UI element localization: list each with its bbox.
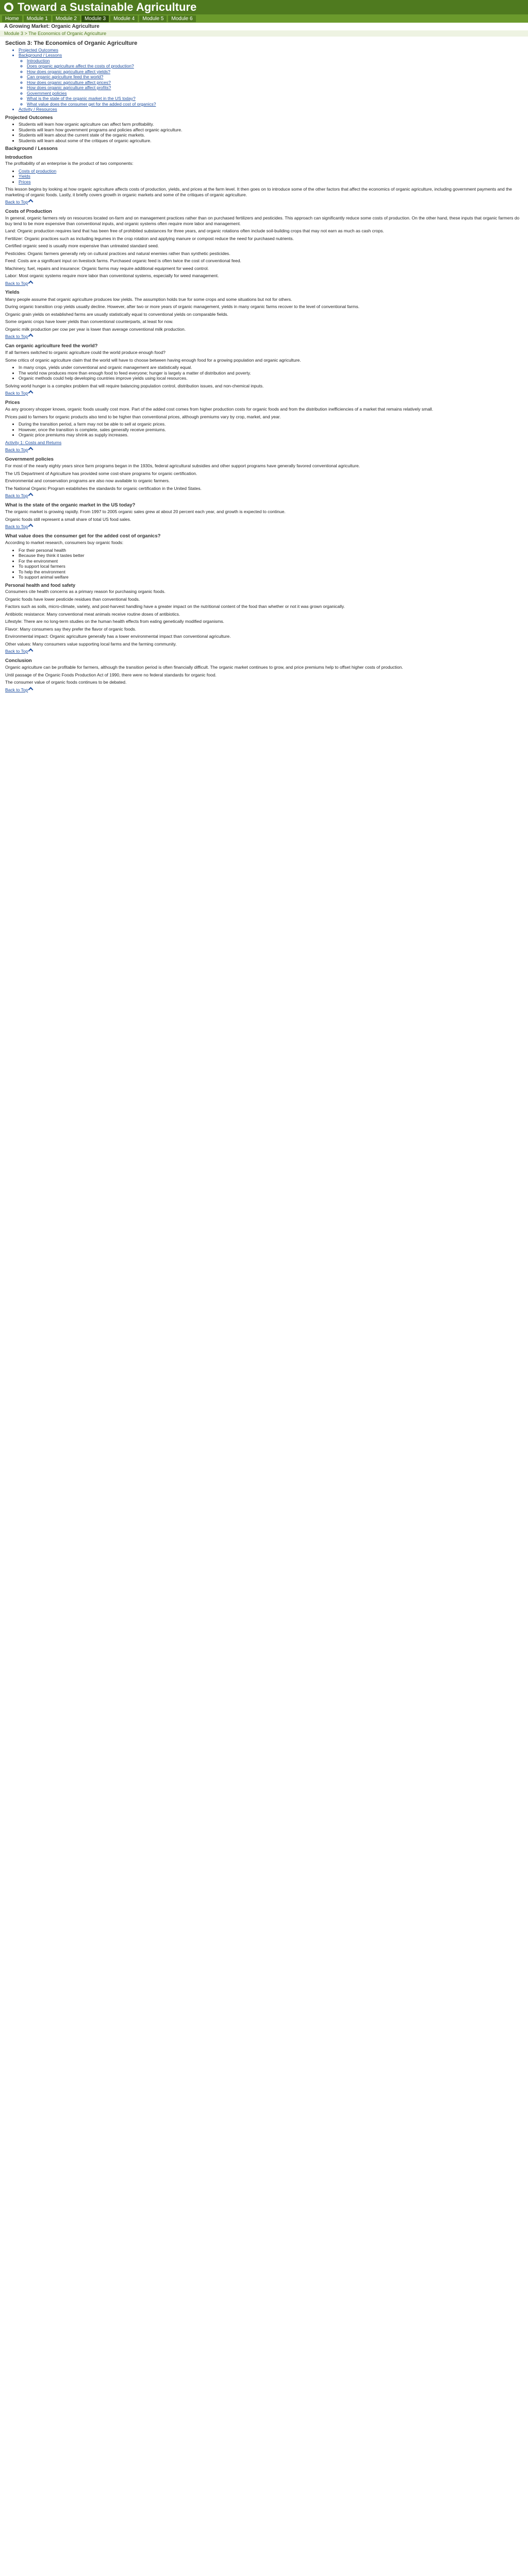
- costs-heading: Costs of Production: [5, 208, 52, 214]
- arrow-up-icon: [28, 391, 34, 396]
- paragraph: Machinery, fuel, repairs and insurance: Organic farms may require additional equipment for weed control.: [5, 265, 209, 271]
- policies-heading: Government policies: [5, 456, 54, 462]
- paragraph: Land: Organic production requires land that has been free of prohibited substances for three years, and organic rotations often include soil-building crops that may not earn as much as cash crops.: [5, 228, 384, 233]
- list-item: • In many crops, yields under conventional and organic management are statistically equal.: [19, 365, 523, 370]
- list-item: • Students will learn how government programs and policies affect organic agriculture.: [19, 127, 523, 133]
- back-to-top: Back to Top: [5, 334, 523, 340]
- toc-item: ◦ Does organic agriculture affect the costs of production?: [27, 63, 523, 69]
- tab-module-6[interactable]: Module 6: [168, 15, 195, 22]
- paragraph: Organic agriculture can be profitable for farmers, although the transition period is often financially difficult. The organic market continues to grow, and price premiums help to offset higher costs of production.: [5, 665, 403, 670]
- paragraph: The US Department of Agriculture has provided some cost-share programs for organic certification.: [5, 470, 197, 476]
- toc-item: ◦ What is the state of the organic market in the US today?: [27, 96, 523, 101]
- paragraph: Flavor: Many consumers say they prefer the flavor of organic foods.: [5, 626, 137, 632]
- paragraph: Organic foods have lower pesticide residues than conventional foods.: [5, 596, 140, 602]
- toc-item: • Projected Outcomes: [19, 47, 523, 53]
- back-to-top: Back to Top: [5, 391, 523, 396]
- list-item: • Costs of production: [19, 168, 523, 174]
- tab-module-1[interactable]: Module 1: [24, 15, 51, 22]
- arrow-up-icon: [28, 493, 34, 498]
- paragraph: This lesson begins by looking at how organic agriculture affects costs of production, yields, and prices at the farm level. It then goes on to introduce some of the other factors that affect the economics of organic agriculture, including government payments and the marketing of organic foods. Lastly, it briefly covers growth in organic markets and some of the critiques of organic agriculture.: [5, 187, 512, 197]
- market-heading: What is the state of the organic market in the US today?: [5, 502, 136, 508]
- list-item: • However, once the transition is complete, sales generally receive premiums.: [19, 427, 523, 433]
- paragraph: The profitability of an enterprise is the product of two components:: [5, 161, 134, 166]
- outcomes-list: [5, 122, 523, 143]
- list-item: • To help the environment: [19, 569, 523, 575]
- paragraph: Some critics of organic agriculture claim that the world will have to choose between having enough food for a growing population and organic agriculture.: [5, 357, 301, 363]
- list-item: • To support animal welfare: [19, 574, 523, 580]
- tab-module-5[interactable]: Module 5: [139, 15, 167, 22]
- list-item: • Yields: [19, 174, 523, 179]
- arrow-up-icon: [28, 524, 34, 529]
- paragraph: Organic milk production per cow per year is lower than average conventional milk production.: [5, 326, 186, 332]
- paragraph: Until passage of the Organic Foods Production Act of 1990, there were no federal standards for organic food.: [5, 672, 217, 677]
- list-item: • The world now produces more than enough food to feed everyone; hunger is largely a matter of distribution and poverty.: [19, 370, 523, 376]
- list-item: • Students will learn how organic agriculture can affect farm profitability.: [19, 122, 523, 127]
- paragraph: The organic market is growing rapidly. From 1997 to 2005 organic sales grew at about 20 percent each year, and growth is expected to continue.: [5, 509, 286, 514]
- tab-module-2[interactable]: Module 2: [53, 15, 80, 22]
- list-item: • Organic methods could help developing countries improve yields using local resources.: [19, 376, 523, 381]
- site-banner: [0, 0, 528, 14]
- paragraph: Labor: Most organic systems require more labor than conventional systems, especially for weed management.: [5, 273, 219, 278]
- list-item: • For the environment: [19, 558, 523, 564]
- paragraph: Other values: Many consumers value supporting local farms and the farming community.: [5, 641, 177, 647]
- module-nav: [0, 14, 528, 23]
- back-to-top: Back to Top: [5, 687, 523, 693]
- arrow-up-icon: [28, 687, 34, 692]
- tab-home[interactable]: Home: [2, 15, 22, 22]
- yields-heading: Yields: [5, 290, 20, 295]
- paragraph: The National Organic Program establishes the standards for organic certification in the United States.: [5, 485, 202, 491]
- paragraph: The consumer value of organic foods continues to be debated.: [5, 680, 127, 685]
- conclusion-heading: Conclusion: [5, 657, 32, 664]
- list-item: • For their personal health: [19, 548, 523, 553]
- breadcrumb: Module 3 > The Economics of Organic Agriculture: [0, 30, 528, 37]
- paragraph: Some organic crops have lower yields than conventional counterparts, at least for now.: [5, 319, 174, 324]
- activity-link[interactable]: Activity 1: Costs and Returns: [5, 439, 62, 445]
- paragraph: In general, organic farmers rely on resources located on-farm and on management practices rather than on purchased fertilizers and pesticides. This approach can significantly reduce some costs of production. On the other hand, these inputs that organic farmers do buy tend to be more expensive than conventional inputs, and organic systems often require more labor and management.: [5, 215, 520, 226]
- paragraph: Organic foods still represent a small share of total US food sales.: [5, 516, 131, 522]
- arrow-up-icon: [28, 280, 34, 285]
- intro-list: [5, 168, 523, 185]
- back-to-top: Back to Top: [5, 199, 523, 205]
- paragraph: Fertilizer: Organic practices such as including legumes in the crop rotation and applying manure or compost reduce the need for purchased nutrients.: [5, 235, 294, 241]
- back-to-top: Back to Top: [5, 281, 523, 286]
- arrow-up-icon: [28, 649, 34, 654]
- list-item: • Because they think it tastes better: [19, 553, 523, 558]
- feed-world-list: [5, 365, 523, 381]
- table-of-contents: [5, 47, 523, 112]
- paragraph: Certified organic seed is usually more expensive than untreated standard seed.: [5, 243, 159, 248]
- value-list: [5, 548, 523, 580]
- question: If all farmers switched to organic agriculture could the world produce enough food?: [5, 350, 166, 355]
- paragraph: During organic transition crop yields usually decline. However, after two or more years of organic management, yields in many organic farms recover to the level of conventional farms.: [5, 304, 359, 309]
- toc-item: ◦ Government policies: [27, 91, 523, 96]
- paragraph: Lifestyle: There are no long-term studies on the human health effects from eating genetically modified organisms.: [5, 619, 224, 624]
- back-to-top: Back to Top: [5, 649, 523, 654]
- paragraph: For most of the nearly eighty years since farm programs began in the 1930s, federal agricultural subsidies and other support programs have generally favored conventional agriculture.: [5, 463, 360, 468]
- paragraph: Many people assume that organic agriculture produces low yields. The assumption holds true for some crops and some situations but not for others.: [5, 296, 292, 302]
- toc-item: ◦ What value does the consumer get for the added cost of organics?: [27, 101, 523, 107]
- paragraph: As any grocery shopper knows, organic foods usually cost more. Part of the added cost comes from higher production costs for organic foods and from the distribution inefficiencies of a market that remains relatively small.: [5, 406, 433, 412]
- background-heading: Background / Lessons: [5, 146, 58, 151]
- toc-item: ◦ How does organic agriculture affect profits?: [27, 85, 523, 91]
- list-item: • Prices: [19, 179, 523, 185]
- paragraph: Feed: Costs are a significant input on livestock farms. Purchased organic feed is often twice the cost of conventional feed.: [5, 258, 241, 263]
- tab-module-4[interactable]: Module 4: [110, 15, 138, 22]
- toc-item: • Background / Lessons ◦ Introduction ◦ Does organic agriculture affect the costs of production? ◦ How does organic agriculture affect yields? ◦ Can organic agriculture feed the world? ◦ How does organic agriculture affect prices? ◦ How does organic agriculture affect profits? ◦ Government policies ◦ What is the state of the organic market in the US today? ◦ What value does the consumer get for the added cost of organics?: [19, 53, 523, 107]
- list-item: • Students will learn about some of the critiques of organic agriculture.: [19, 138, 523, 144]
- toc-item: ◦ Introduction: [27, 58, 523, 64]
- guide-title: A Growing Market: Organic Agriculture: [4, 24, 100, 29]
- paragraph: Solving world hunger is a complex problem that will require balancing population control, distribution issues, and non-chemical inputs.: [5, 383, 264, 388]
- section-heading: Section 3: The Economics of Organic Agriculture: [5, 40, 138, 46]
- list-item: • Students will learn about the current state of the organic markets.: [19, 132, 523, 138]
- toc-item: • Activity / Resources: [19, 107, 523, 112]
- toc-item: ◦ How does organic agriculture affect prices?: [27, 80, 523, 86]
- main-content: [0, 37, 528, 692]
- paragraph: Pesticides: Organic farmers generally rely on cultural practices and natural enemies rather than synthetic pesticides.: [5, 250, 230, 256]
- tab-module-3[interactable]: Module 3: [81, 15, 109, 22]
- arrow-up-icon: [28, 447, 34, 452]
- value-heading: What value does the consumer get for the added cost of organics?: [5, 533, 161, 539]
- intro-heading: Introduction: [5, 154, 32, 160]
- list-item: • During the transition period, a farm may not be able to sell at organic prices.: [19, 421, 523, 427]
- arrow-up-icon: [28, 334, 34, 339]
- list-item: • Organic price premiums may shrink as supply increases.: [19, 432, 523, 438]
- paragraph: Environmental and conservation programs are also now available to organic farmers.: [5, 478, 170, 483]
- leaf-logo-icon: [4, 3, 13, 12]
- feed-world-heading: Can organic agriculture feed the world?: [5, 343, 98, 349]
- paragraph: Consumers cite health concerns as a primary reason for purchasing organic foods.: [5, 589, 166, 594]
- paragraph: Organic grain yields on established farms are usually statistically equal to conventional yields on comparable fields.: [5, 311, 228, 317]
- health-heading: Personal health and food safety: [5, 582, 76, 588]
- arrow-up-icon: [28, 199, 34, 205]
- paragraph: Factors such as soils, micro-climate, variety, and post-harvest handling have a greater impact on the nutritional content of the food than whether or not it was grown organically.: [5, 604, 345, 609]
- paragraph: According to market research, consumers buy organic foods:: [5, 540, 124, 545]
- back-to-top: Back to Top: [5, 447, 523, 453]
- list-item: • To support local farmers: [19, 564, 523, 569]
- back-to-top: Back to Top: [5, 524, 523, 530]
- paragraph: Antibiotic resistance: Many conventional meat animals receive routine doses of antibiotics.: [5, 611, 180, 617]
- paragraph: Environmental impact: Organic agriculture generally has a lower environmental impact than conventional agriculture.: [5, 634, 231, 639]
- back-to-top: Back to Top: [5, 493, 523, 499]
- activity-link-wrap: [5, 440, 523, 446]
- prices-list: [5, 421, 523, 438]
- outcomes-heading: Projected Outcomes: [5, 114, 53, 121]
- toc-item: ◦ Can organic agriculture feed the world?: [27, 74, 523, 80]
- toc-item: ◦ How does organic agriculture affect yields?: [27, 69, 523, 75]
- paragraph: Prices paid to farmers for organic products also tend to be higher than conventional prices, although premiums vary by crop, market, and year.: [5, 414, 281, 419]
- prices-heading: Prices: [5, 399, 20, 405]
- site-title: Toward a Sustainable Agriculture: [18, 1, 197, 13]
